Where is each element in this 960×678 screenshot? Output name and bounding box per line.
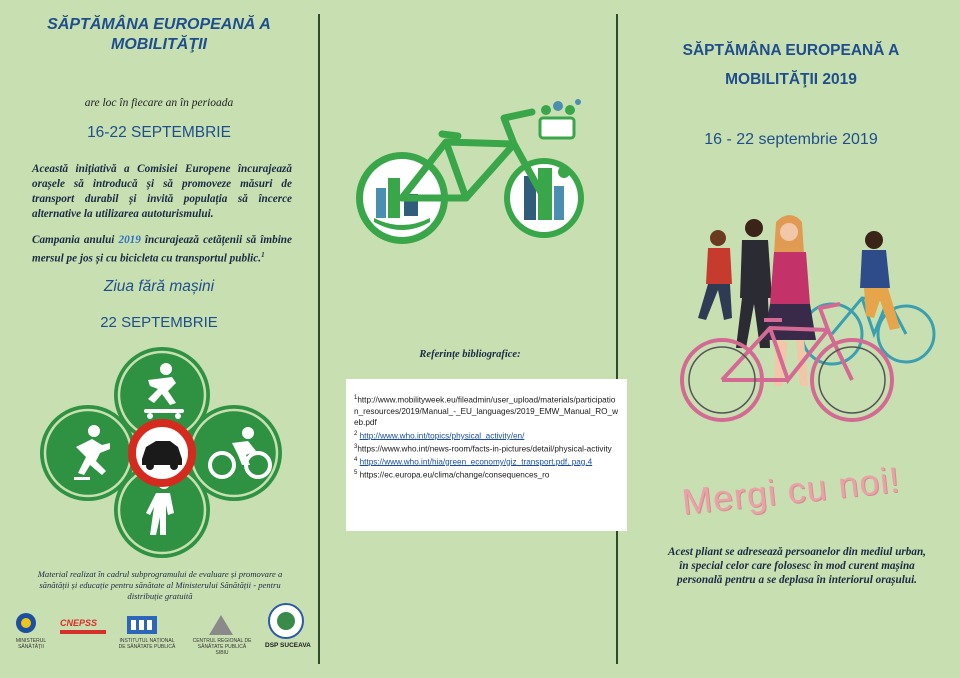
fold-line-left	[318, 14, 320, 664]
right-title-line2: MOBILITĂŢII 2019	[725, 71, 857, 88]
crsp-logo	[208, 614, 234, 636]
reference-item-5: $^5$ https://ec.europa.eu/clima/change/consequences_ro	[354, 469, 550, 480]
left-footer-note: Material realizat în cadrul subprogramului de evaluare și promovare a sănătății și educație pentru sănătate al Ministerului Sănătății - pentru distribuție gratuită	[37, 569, 283, 601]
left-panel	[0, 0, 318, 678]
references-box	[346, 379, 627, 531]
reference-item-1: $^1$http://www.mobilityweek.eu/fileadmin/user_upload/materials/participation_resources/2019/Manual_-_EU_languages/2019_EMW_Manual_RO_web.pdf	[354, 395, 618, 428]
right-dates: 16 - 22 septembrie 2019	[704, 131, 878, 148]
middle-panel	[322, 0, 618, 678]
reference-item-2: $^2$ http://www.who.int/topics/physical_activity/en/	[354, 430, 525, 441]
left-para2-footnote: 1	[261, 250, 265, 259]
left-para2-b: încurajează cetățenii să îmbine mersul pe jos și cu bicicleta cu transportul public.	[32, 234, 292, 265]
insp-label: INSTITUTUL NAȚIONAL DE SĂNĂTATE PUBLICĂ	[118, 638, 176, 650]
city-bicycle-graphic	[354, 98, 586, 248]
people-bicycles-illustration	[678, 208, 938, 430]
woman-icon	[764, 215, 816, 386]
left-subtitle: are loc în fiecare an în perioada	[84, 97, 234, 109]
no-car-sign-icon	[132, 423, 192, 483]
dsp-label: DSP SUCEAVA	[265, 642, 311, 649]
reference-text-5: https://ec.europa.eu/clima/change/consequences_ro	[359, 470, 550, 480]
left-para2	[32, 233, 292, 266]
car-free-day-date: 22 SEPTEMBRIE	[100, 314, 218, 331]
left-para2-year: 2019	[118, 234, 141, 246]
audience-note: Acest pliant se adresează persoanelor din mediul urban, în special celor care folosesc în mod curent mașina personală pentru a se deplasa în interiorul orașului.	[668, 546, 926, 586]
cnepss-bar	[60, 630, 106, 634]
crsp-label: CENTRUL REGIONAL DE SĂNĂTATE PUBLICĂ SIBIU	[192, 638, 252, 656]
references-title: Referințe bibliografice:	[419, 349, 521, 360]
reference-text-1: http://www.mobilityweek.eu/fileadmin/user_upload/materials/participation_resources/2019/Manual_-_EU_languages/2019_EMW_Manual_RO_web.pdf	[354, 395, 618, 428]
right-panel	[622, 0, 960, 678]
insp-logo	[127, 616, 157, 634]
left-title-line2: MOBILITĂŢII	[111, 36, 207, 53]
logos-row	[0, 610, 318, 660]
cyclist-man-icon	[860, 231, 900, 330]
ministry-logo	[15, 612, 37, 634]
mobility-sign-graphic	[36, 347, 286, 562]
left-para2-a: Campania anului	[32, 234, 119, 246]
walking-man-icon	[698, 230, 732, 320]
car-free-day-title: Ziua fără mașini	[103, 278, 215, 295]
reference-item-4: $^4$ https://www.who.int/hia/green_economy/giz_transport.pdf, pag.4	[354, 456, 593, 467]
reference-link-2[interactable]: http://www.who.int/topics/physical_activity/en/	[359, 431, 525, 441]
dsp-logo	[266, 602, 306, 640]
right-title-line1: SĂPTĂMÂNA EUROPEANĂ A	[682, 42, 900, 59]
reference-item-3: $^3$https://www.who.int/news-room/facts-in-pictures/detail/physical-activity	[354, 443, 612, 454]
reference-text-3: https://www.who.int/news-room/facts-in-pictures/detail/physical-activity	[357, 444, 612, 454]
bicycle-icon	[356, 99, 584, 244]
slogan: Mergi cu noi!	[679, 458, 903, 523]
left-para1: Această inițiativă a Comisiei Europene încurajează orașele să introducă și să promoveze măsuri de transport durabil și invită populația să încerce alternative la utilizarea autoturismului.	[32, 163, 292, 220]
left-title-line1: SĂPTĂMÂNA EUROPEANĂ A	[47, 16, 271, 33]
reference-link-4[interactable]: https://www.who.int/hia/green_economy/giz_transport.pdf, pag.4	[359, 457, 593, 467]
cnepss-logo: CNEPSS	[60, 618, 98, 628]
left-dates: 16-22 SEPTEMBRIE	[87, 124, 231, 141]
ministry-label: MINISTERUL SĂNĂTĂȚII	[15, 638, 47, 650]
